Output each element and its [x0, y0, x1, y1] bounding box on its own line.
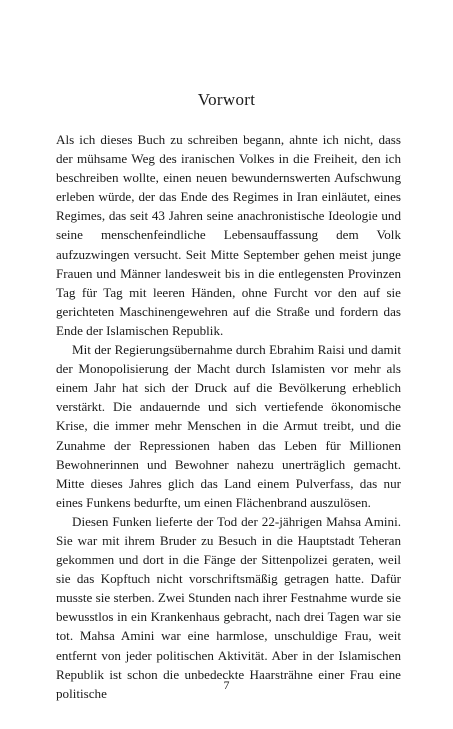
chapter-heading: Vorwort: [197, 90, 256, 109]
body-text: [56, 130, 401, 703]
paragraph-2: Mit der Regierungsübernahme durch Ebrahim Raisi und damit der Monopolisierung der Macht durch Islamisten vor mehr als einem Jahr hat sich der Druck auf die Bevölkerung erheblich verstärkt. Die andauernde und sich vertiefende ökonomische Krise, die immer mehr Menschen in die Armut treibt, und die Zunahme der Repressionen haben das Leben für Millionen Bewohnerinnen und Bewohner nahezu unerträglich gemacht. Mitte dieses Jahres glich das Land einem Pulverfass, das nur eines Funkens bedurfte, um einen Flächenbrand auszulösen.: [56, 342, 401, 510]
paragraph-3: Diesen Funken lieferte der Tod der 22-jährigen Mahsa Amini. Sie war mit ihrem Bruder zu Besuch in die Hauptstadt Teheran gekommen und dort in die Fänge der Sittenpolizei geraten, weil sie das Kopftuch nicht vorschriftsmäßig getragen hatte. Dafür musste sie sterben. Zwei Stunden nach ihrer Festnahme wurde sie bewusstlos in ein Krankenhaus gebracht, nach drei Tagen war sie tot. Mahsa Amini war eine harmlose, unschuldige Frau, weit entfernt von jeder politischen Aktivität. Aber in der Islamischen Republik ist schon die unbedeckte Haarsträhne einer Frau eine politische: [56, 513, 401, 701]
paragraph-1: Als ich dieses Buch zu schreiben begann, ahnte ich nicht, dass der mühsame Weg des iranischen Volkes in die Freiheit, den ich beschreiben wollte, einen neuen bewundernswerten Aufschwung erleben würde, der das Ende des Regimes in Iran einläutet, eines Regimes, das seit 43 Jahren seine anachronistische Ideologie und seine menschenfeindliche Lebensauffassung dem Volk aufzuzwingen versucht. Seit Mitte September gehen meist junge Frauen und Männer landesweit bis in die entlegensten Provinzen Tag für Tag mit leeren Händen, ohne Furcht vor den auf sie gerichteten Maschinengewehren auf die Straße und fordern das Ende der Islamischen Republik.: [56, 132, 401, 338]
page-number: 7: [223, 678, 230, 692]
